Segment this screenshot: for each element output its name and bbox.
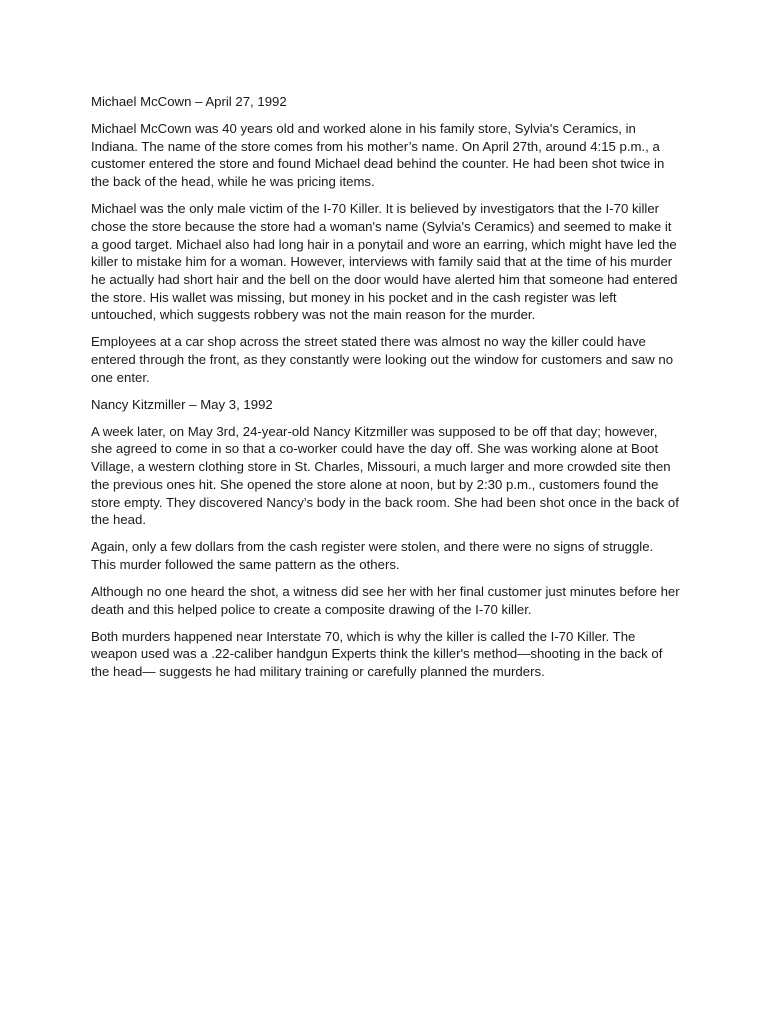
document-page [91,93,681,690]
paragraph-kitzmiller-intro: A week later, on May 3rd, 24-year-old Nancy Kitzmiller was supposed to be off that day; however, she agreed to come in so that a co-worker could have the day off. She was working alone at Boot Village, a western clothing store in St. Charles, Missouri, a much larger and more crowded site then the previous ones hit. She opened the store alone at noon, but by 2:30 p.m., customers found the store empty. They discovered Nancy’s body in the back room. She had been shot once in the back of the head. [91,423,679,528]
paragraph-mccown-intro: Michael McCown was 40 years old and worked alone in his family store, Sylvia's Ceramics, in Indiana. The name of the store comes from his mother’s name. On April 27th, around 4:15 p.m., a customer entered the store and found Michael dead behind the counter. He had been shot twice in the back of the head, while he was pricing items. [91,121,665,190]
paragraph-mccown-victim: Michael was the only male victim of the I-70 Killer. It is believed by investigators that the I-70 killer chose the store because the store had a woman's name (Sylvia's Ceramics) and seemed to make it a good target. Michael also had long hair in a ponytail and wore an earring, which might have led the killer to mistake him for a woman. However, interviews with family said that at the time of his murder he actually had short hair and the bell on the door would have alerted him that someone had entered the store. His wallet was missing, but money in his pocket and in the cash register was left untouched, which suggests robbery was not the main reason for the murder. [91,201,678,323]
section-heading-michael-mccown: Michael McCown – April 27, 1992 [91,94,287,109]
section-heading-nancy-kitzmiller: Nancy Kitzmiller – May 3, 1992 [91,396,273,412]
paragraph-interstate-70: Both murders happened near Interstate 70, which is why the killer is called the I-70 Killer. The weapon used was a .22-caliber handgun Experts think the killer's method—shooting in the back of the head— suggests he had military training or carefully planned the murders. [91,628,663,680]
paragraph-kitzmiller-pattern: Again, only a few dollars from the cash register were stolen, and there were no signs of struggle. This murder followed the same pattern as the others. [91,539,654,572]
paragraph-mccown-employees: Employees at a car shop across the street stated there was almost no way the killer could have entered through the front, as they constantly were looking out the window for customers and saw no one enter. [91,334,674,385]
paragraph-kitzmiller-witness: Although no one heard the shot, a witness did see her with her final customer just minutes before her death and this helped police to create a composite drawing of the I-70 killer. [91,583,680,617]
